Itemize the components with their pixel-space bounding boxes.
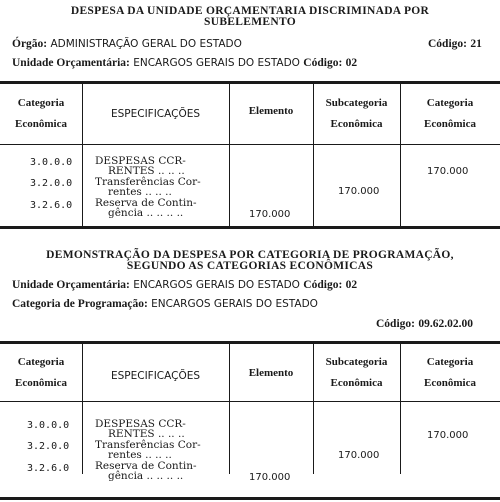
unidade-label: Unidade Orçamentária: — [12, 279, 130, 291]
header-subcategoria — [313, 93, 400, 135]
code-cell: 3.2.6.0 — [27, 463, 70, 474]
subcategoria-value: 170.000 — [338, 186, 380, 197]
unidade-value: ENCARGOS GERAIS DO ESTADO — [133, 57, 300, 69]
section1-title-line2: SUBELEMENTO — [204, 16, 296, 28]
header-categoria-2 — [400, 352, 500, 394]
spec-line: Reserva de Contin- — [95, 197, 197, 209]
table-header-rule — [0, 401, 500, 402]
section2-categoria — [12, 298, 318, 310]
categoria-value: ENCARGOS GERAIS DO ESTADO — [151, 298, 318, 310]
section2-unidade — [12, 279, 357, 291]
spec-line: rentes .. .. .. — [108, 449, 172, 461]
orgao-label: Órgão: — [12, 38, 48, 50]
code-cell: 3.0.0.0 — [30, 157, 73, 168]
table-top-rule — [0, 341, 500, 344]
header-categoria-line2: Econômica — [15, 377, 67, 389]
header-subcategoria-line2: Econômica — [330, 118, 383, 130]
codigo-label: Código: — [376, 318, 415, 330]
header-categoria-line1: Categoria — [17, 356, 65, 368]
header-categoria — [0, 93, 82, 135]
orgao-code: 21 — [470, 38, 482, 50]
unidade-label: Unidade Orçamentária: — [12, 57, 130, 69]
code-cell: 3.2.0.0 — [27, 441, 70, 452]
page-bottom-rule — [0, 497, 500, 500]
section1-orgao-code — [428, 38, 482, 50]
header-subcategoria-line1: Subcategoria — [325, 97, 388, 109]
header-categoria-2 — [400, 93, 500, 135]
table-bottom-rule — [0, 226, 500, 229]
code-cell: 3.0.0.0 — [27, 420, 70, 431]
section1-unidade — [12, 57, 357, 69]
elemento-value: 170.000 — [249, 209, 291, 220]
unidade-code-label: Código: — [303, 57, 343, 69]
header-subcategoria — [313, 352, 400, 394]
spec-line: RENTES .. .. .. — [108, 428, 185, 440]
header-categoria2-line2: Econômica — [424, 377, 476, 389]
header-categoria — [0, 352, 82, 394]
code-cell: 3.2.0.0 — [30, 178, 73, 189]
spec-line: DESPESAS CCR- — [95, 418, 186, 430]
spec-line: Reserva de Contin- — [95, 460, 197, 472]
section2-table — [0, 341, 500, 491]
unidade-code: 02 — [345, 279, 358, 291]
header-categoria2-line2: Econômica — [424, 118, 476, 130]
section2-title-line2: SEGUNDO AS CATEGORIAS ECONÔMICAS — [126, 260, 374, 272]
col-divider — [82, 344, 83, 474]
unidade-code-label: Código: — [303, 279, 343, 291]
header-categoria-line2: Econômica — [15, 118, 67, 130]
header-subcategoria-line2: Econômica — [330, 377, 383, 389]
header-especificacoes: ESPECIFICAÇÕES — [110, 108, 201, 120]
section2-title-line1: DEMONSTRAÇÃO DA DESPESA POR CATEGORIA DE PROGRAMAÇÃO, — [46, 249, 454, 261]
header-categoria-line1: Categoria — [17, 97, 65, 109]
categoria-label: Categoria de Programação: — [12, 298, 148, 310]
header-categoria2-line1: Categoria — [426, 97, 474, 109]
spec-line: RENTES .. .. .. — [108, 165, 185, 177]
spec-line: rentes .. .. .. — [108, 186, 172, 198]
spec-line: DESPESAS CCR- — [95, 155, 186, 167]
orgao-value: ADMINISTRAÇÃO GERAL DO ESTADO — [50, 38, 242, 50]
section1-orgao — [12, 38, 242, 50]
codigo-value: 09.62.02.00 — [418, 318, 473, 330]
header-especificacoes: ESPECIFICAÇÕES — [110, 370, 201, 382]
elemento-value: 170.000 — [249, 472, 291, 483]
header-categoria2-line1: Categoria — [426, 356, 474, 368]
section2-codigo — [376, 318, 473, 330]
table-header-rule — [0, 144, 500, 145]
spec-line: Transferências Cor- — [95, 439, 201, 451]
header-elemento: Elemento — [248, 367, 294, 379]
orgao-code-label: Código: — [428, 38, 467, 50]
header-subcategoria-line1: Subcategoria — [325, 356, 388, 368]
categoria-value: 170.000 — [427, 166, 469, 177]
spec-line: gência .. .. .. .. — [108, 207, 184, 219]
categoria-value: 170.000 — [427, 430, 469, 441]
spec-line: gência .. .. .. .. — [108, 470, 184, 482]
section1-table — [0, 81, 500, 229]
section1-title-line1: DESPESA DA UNIDADE ORÇAMENTARIA DISCRIMINADA POR — [70, 5, 430, 17]
unidade-value: ENCARGOS GERAIS DO ESTADO — [133, 279, 300, 291]
spec-line: Transferências Cor- — [95, 176, 201, 188]
col-divider — [82, 84, 83, 226]
subcategoria-value: 170.000 — [338, 450, 380, 461]
table-top-rule — [0, 81, 500, 84]
header-elemento: Elemento — [248, 105, 294, 117]
code-cell: 3.2.6.0 — [30, 200, 73, 211]
unidade-code: 02 — [345, 57, 358, 69]
